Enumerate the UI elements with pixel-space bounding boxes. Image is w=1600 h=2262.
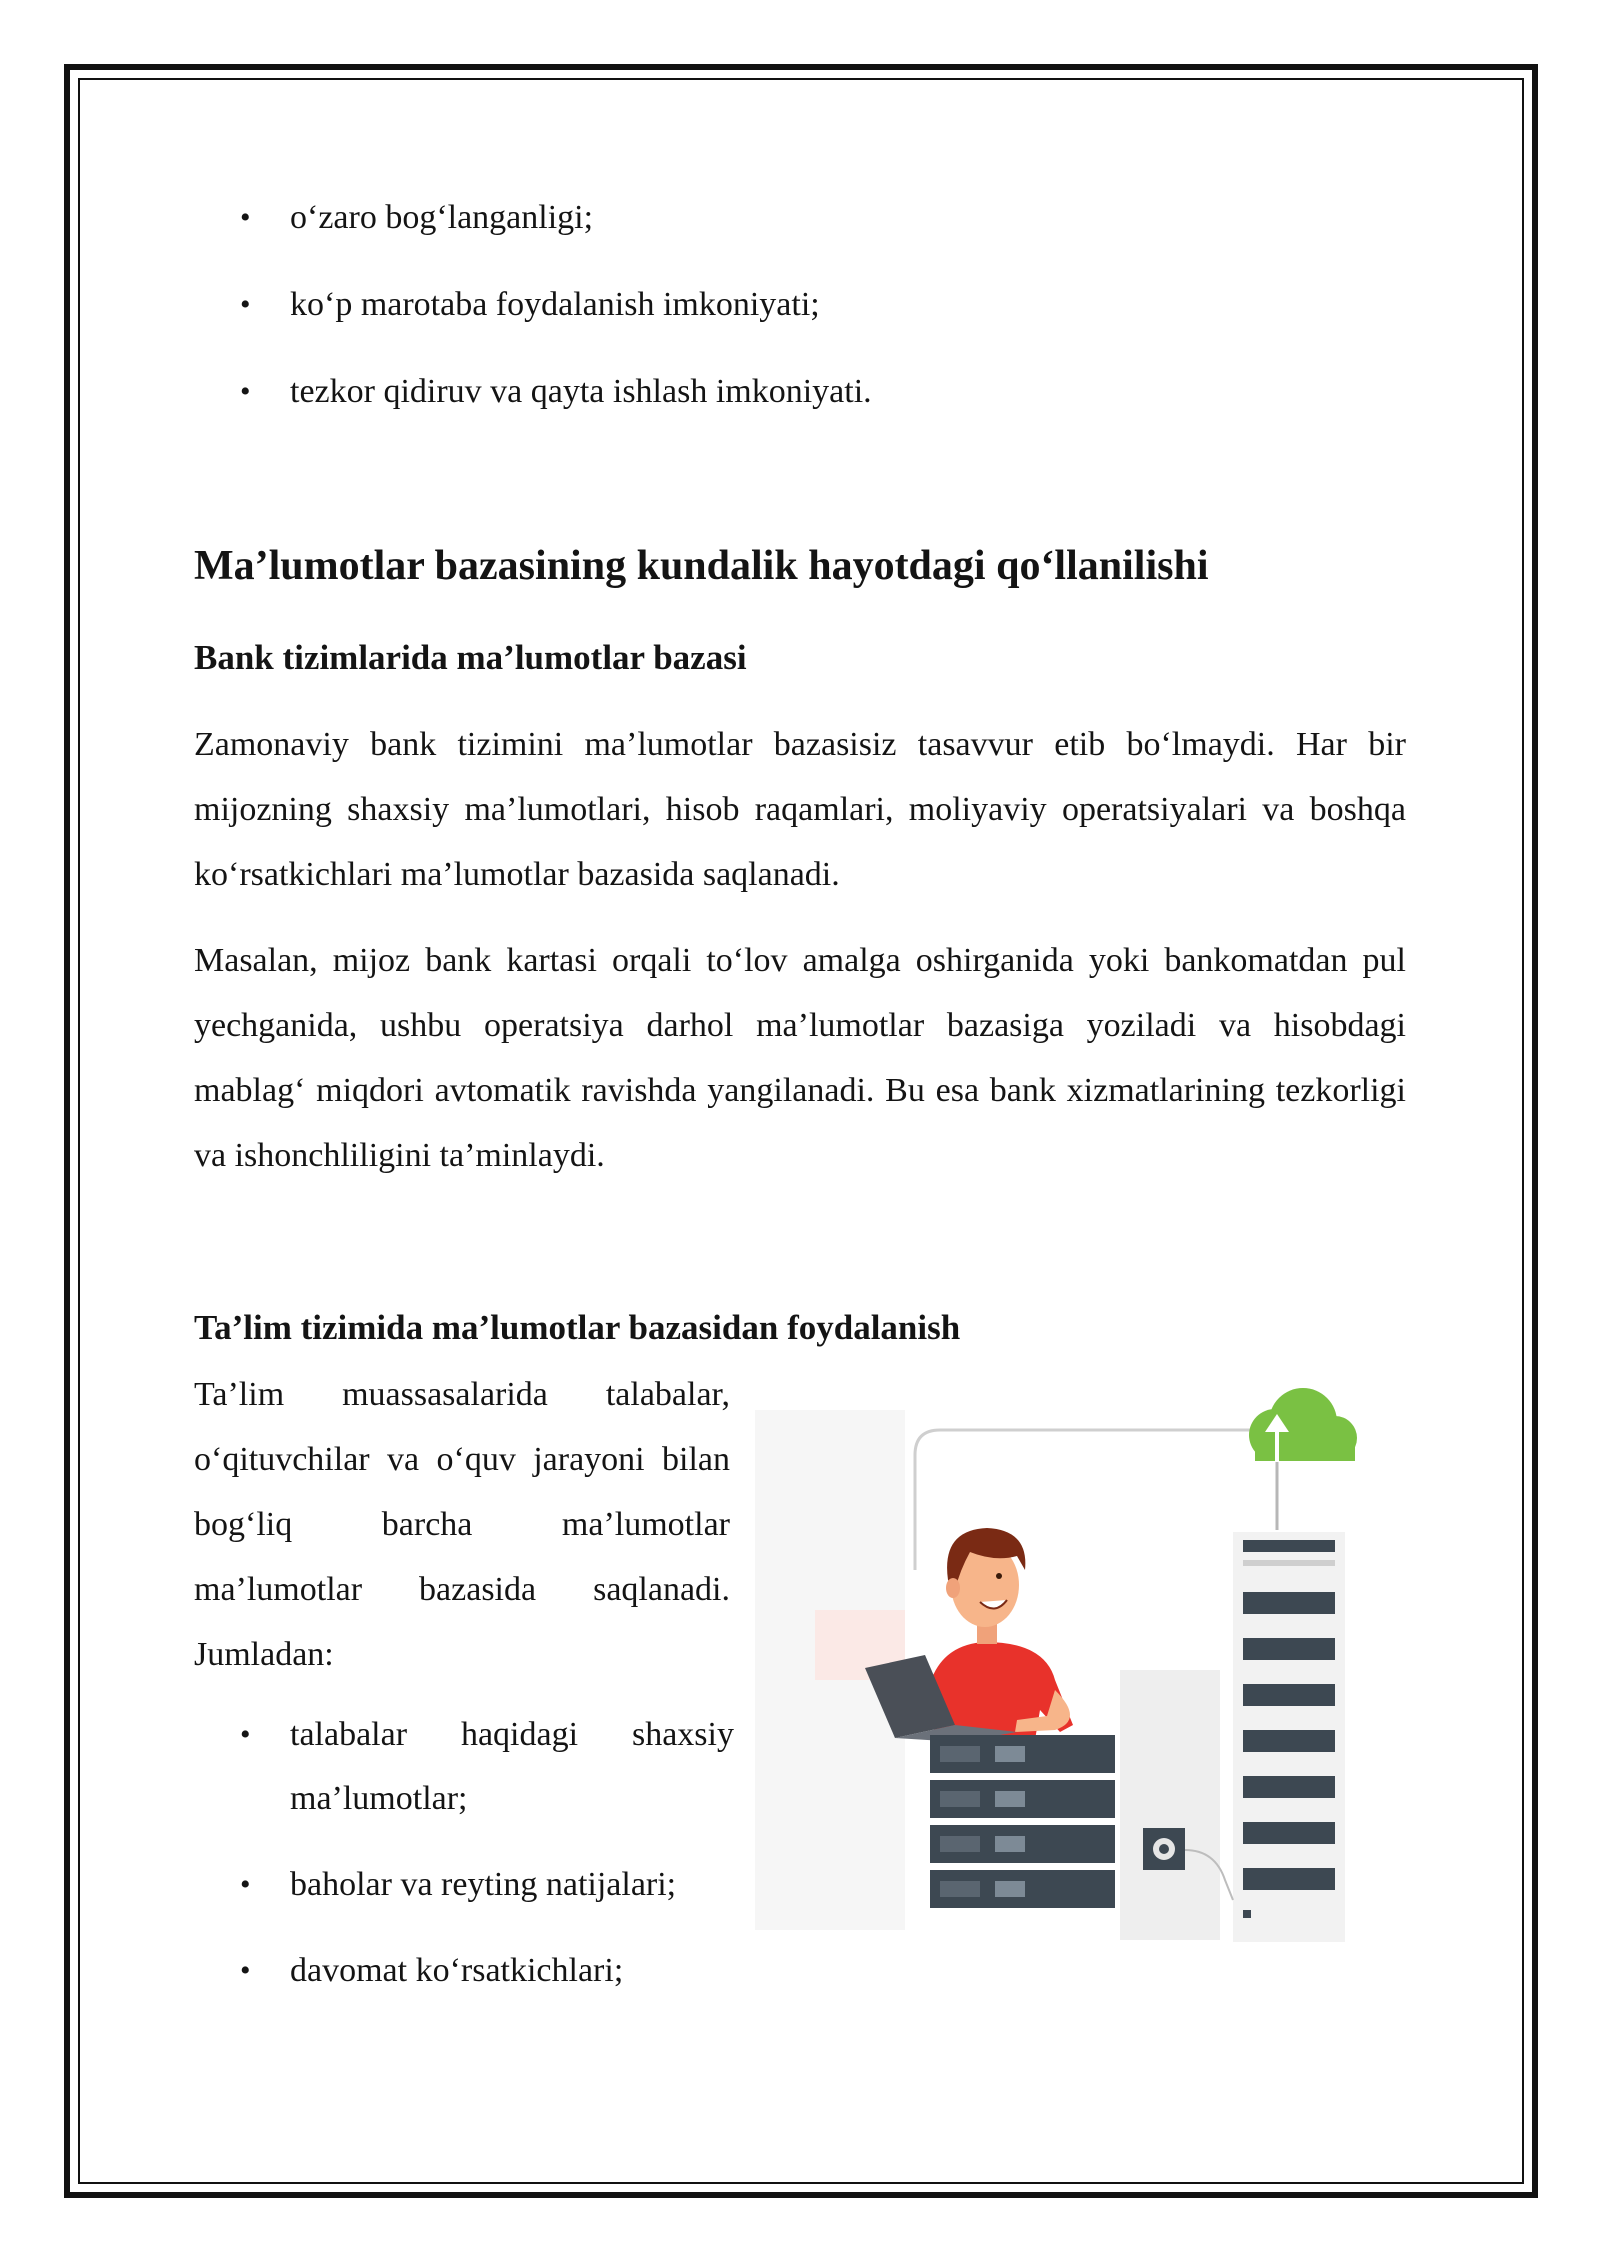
bullet-icon: • [240,1954,251,1987]
bullet-icon: • [240,1868,251,1901]
feature-list [194,186,1406,447]
list-item [194,1703,734,1831]
list-item-text: tezkor qidiruv va qayta ishlash imkoniyati. [290,373,872,410]
list-item-text: davomat ko‘rsatkichlari; [290,1952,624,1989]
bank-paragraph-2: Masalan, mijoz bank kartasi orqali to‘lov amalga oshirganida yoki bankomatdan pul yechganida, ushbu operatsiya darhol ma’lumotlar bazasiga yoziladi va hisobdagi mablag‘ miqdori avtomatik ravishda yangilanadi. Bu esa bank xizmatlarining tezkorligi va ishonchliligini ta’minlaydi. [194,942,1406,1174]
list-item-text: baholar va reyting natijalari; [290,1866,677,1903]
list-item [194,186,1406,250]
speaker-icon [1143,1828,1185,1870]
cloud-upload-icon [1249,1388,1357,1480]
education-heading: Ta’lim tizimida ma’lumotlar bazasidan foydalanish [194,1308,961,1347]
list-item-text: o‘zaro bog‘langanligi; [290,199,594,236]
list-item [194,1939,734,2003]
bullet-icon: • [240,201,251,234]
list-item-text: talabalar haqidagi shaxsiy ma’lumotlar; [290,1716,734,1817]
background-block [1120,1670,1220,1940]
education-list [194,1703,734,2003]
section-title: Ma’lumotlar bazasining kundalik hayotdagi qo‘llanilishi [194,543,1209,589]
server-stack-icon [930,1735,1115,1908]
list-item-text: ko‘p marotaba foydalanish imkoniyati; [290,286,820,323]
bank-paragraph-1: Zamonaviy bank tizimini ma’lumotlar bazasisiz tasavvur etib bo‘lmaydi. Har bir mijozning shaxsiy ma’lumotlari, hisob raqamlari, moliyaviy operatsiyalari va boshqa ko‘rsatkichlari ma’lumotlar bazasida saqlanadi. [194,726,1406,893]
education-paragraph: Ta’lim muassasalarida talabalar, o‘qituvchilar va o‘quv jarayoni bilan bog‘liq barcha ma’lumotlar ma’lumotlar bazasida saqlanadi. Jumladan: [194,1376,730,1673]
person-with-laptop-server-cloud-illustration [755,1380,1370,1960]
server-rack-icon [1233,1532,1345,1942]
bullet-icon: • [240,288,251,321]
list-item [194,273,1406,337]
bullet-icon: • [240,375,251,408]
list-item [194,360,1406,424]
bank-heading: Bank tizimlarida ma’lumotlar bazasi [194,638,747,677]
bullet-icon: • [240,1718,251,1751]
list-item [194,1853,734,1917]
